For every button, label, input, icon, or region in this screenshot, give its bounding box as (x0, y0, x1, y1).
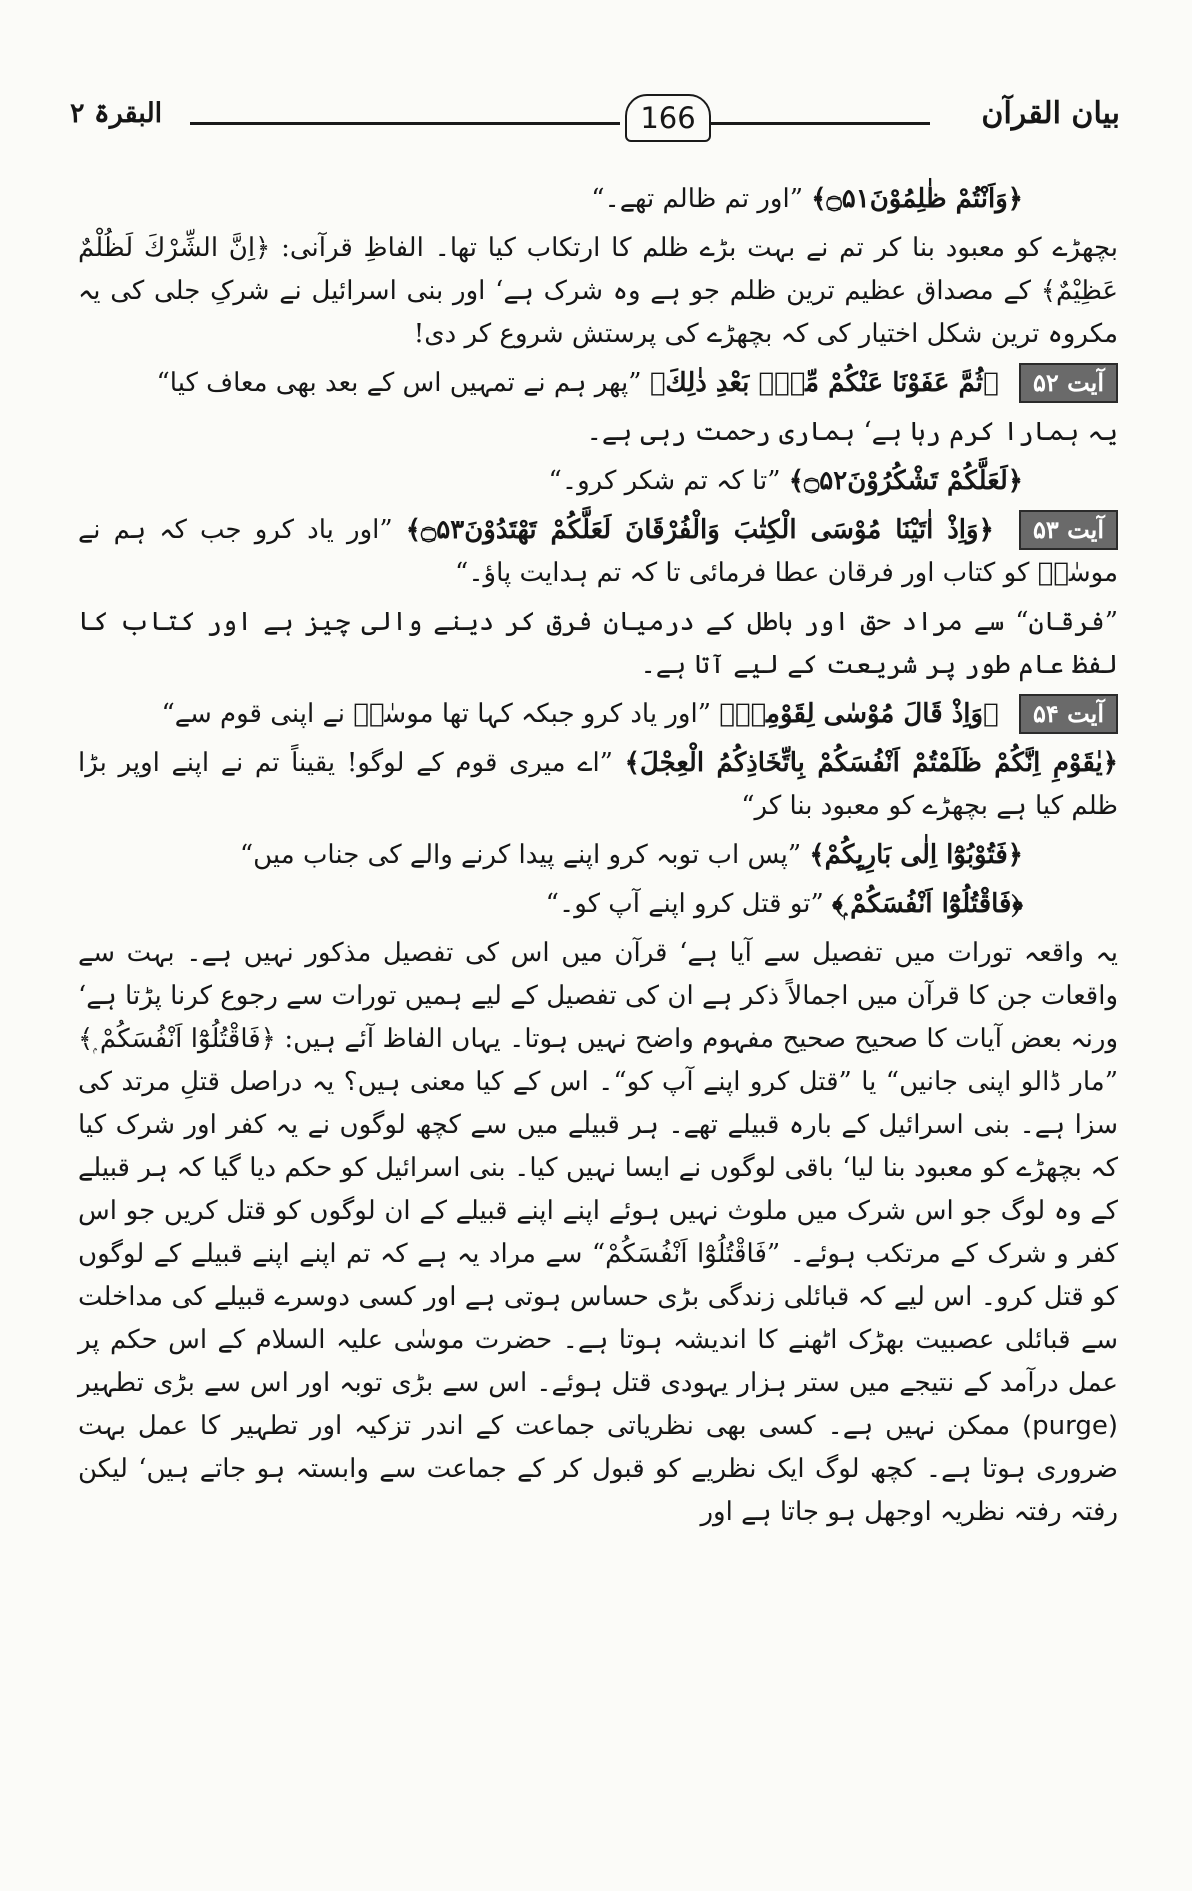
verse-52 (78, 460, 1118, 503)
header-rule-right (710, 122, 930, 125)
arabic-text: ﴿يٰقَوْمِ اِنَّكُمْ ظَلَمْتُمْ اَنْفُسَكُمْ بِاتِّخَاذِكُمُ الْعِجْلَ﴾ (624, 748, 1118, 778)
arabic-text: ﴿ثُمَّ عَفَوْنَا عَنْكُمْ مِّنْۢ بَعْدِ ذٰلِكَ﴾ (649, 368, 999, 398)
page-body (78, 172, 1118, 1534)
translation: ”اے میری قوم کے لوگو! یقیناً تم نے اپنے اوپر بڑا ظلم کیا ہے بچھڑے کو معبود بنا کر“ (78, 748, 1118, 821)
commentary-paragraph-long (78, 932, 1118, 1534)
verse-fatubu (78, 834, 1118, 877)
page-number: 166 (625, 94, 711, 142)
ayah-badge: آیت ۵۴ (1019, 694, 1118, 734)
translation: ”پس اب توبہ کرو اپنے پیدا کرنے والے کی جناب میں“ (239, 840, 802, 870)
translation: ”پھر ہم نے تمہیں اس کے بعد بھی معاف کیا“ (156, 368, 642, 398)
arabic-text: ﴿لَعَلَّكُمْ تَشْكُرُوْنَ۝۵۲﴾ (788, 466, 1023, 496)
translation: ”اور تم ظالم تھے۔“ (591, 184, 804, 214)
header-rule-left (190, 122, 620, 125)
ayah-53 (78, 509, 1118, 595)
arabic-text: ﴿وَاَنْتُمْ ظٰلِمُوْنَ۝۵۱﴾ (811, 184, 1023, 214)
commentary-text: یہ واقعہ تورات میں تفصیل سے آیا ہے‘ قرآن میں اس کی تفصیل مذکور نہیں ہے۔ بہت سے واقعات جن کا قرآن میں اجمالاً ذکر ہے ان کی تفصیل کے لیے ہمیں تورات سے رجوع کرنا پڑتا ہے‘ ورنہ بعض آیات کا صحیح صحیح مفہوم واضح نہیں ہوتا۔ یہاں الفاظ آئے ہیں: ﴿فَاقْتُلُوْٓا اَنْفُسَكُمْ ۭ﴾ ”مار ڈالو اپنی جانیں“ یا ”قتل کرو اپنے آپ کو“۔ اس کے کیا معنی ہیں؟ یہ دراصل قتلِ مرتد کی سزا ہے۔ بنی اسرائیل کے بارہ قبیلے تھے۔ ہر قبیلے میں سے کچھ لوگوں نے یہ کفر اور شرک کیا کہ بچھڑے کو معبود بنا لیا‘ باقی لوگوں نے ایسا نہیں کیا۔ بنی اسرائیل کو حکم دیا گیا کہ ہر قبیلے کے وہ لوگ جو اس شرک میں ملوث نہیں ہوئے اپنے اپنے قبیلے کے ان لوگوں کو قتل کریں جو اس کفر و شرک کے مرتکب ہوئے۔ ”فَاقْتُلُوْٓا اَنْفُسَكُمْ“ سے مراد یہ ہے کہ تم اپنے اپنے قبیلے کے لوگوں کو قتل کرو۔ اس لیے کہ قبائلی زندگی بڑی حساس ہوتی ہے اور کسی دوسرے قبیلے کی مداخلت سے قبائلی عصبیت بھڑک اٹھنے کا اندیشہ ہوتا ہے۔ حضرت موسٰی علیہ السلام کے اس حکم پر عمل درآمد کے نتیجے میں ستر ہزار یہودی قتل ہوئے۔ اس سے بڑی توبہ اور اس سے بڑی تطہیر (78, 938, 1118, 1398)
arabic-text: ﴿وَاِذْ قَالَ مُوْسٰى لِقَوْمِهٖ﴾ (719, 699, 999, 729)
commentary-paragraph: یہ ہمارا کرم رہا ہے‘ ہماری رحمت رہی ہے۔ (586, 417, 1118, 447)
arabic-text: ﴿فَاقْتُلُوْٓا اَنْفُسَكُمْ ۭ﴾ (832, 889, 1023, 919)
page-header (70, 92, 1120, 152)
translation: ”اور یاد کرو جب کہ ہم نے موسٰیؑ کو کتاب اور فرقان عطا فرمائی تا کہ تم ہدایت پاؤ۔“ (78, 515, 1118, 588)
surah-name: البقرۃ ۲ (70, 98, 163, 129)
arabic-text: ﴿فَتُوْبُوْٓا اِلٰى بَارِىِٕكُمْ﴾ (809, 840, 1023, 870)
ayah-badge: آیت ۵۲ (1019, 363, 1118, 403)
commentary-text-cont: ممکن نہیں ہے۔ کسی بھی نظریاتی جماعت کے اندر تزکیہ اور تطہیر کا عمل بہت ضروری ہوتا ہے۔ کچھ لوگ ایک نظریے کو قبول کر کے جماعت سے وابستہ ہو جاتے ہیں‘ لیکن رفتہ رفتہ نظریہ اوجھل ہو جاتا ہے اور (78, 1411, 1118, 1527)
commentary-paragraph: بچھڑے کو معبود بنا کر تم نے بہت بڑے ظلم کا ارتکاب کیا تھا۔ الفاظِ قرآنی: ﴿اِنَّ الشِّرْكَ لَظُلْمٌ عَظِيْمٌ﴾ کے مصداق عظیم ترین ظلم جو ہے وہ شرک ہے‘ اور بنی اسرائیل نے شرکِ جلی کی یہ مکروہ ترین شکل اختیار کی کہ بچھڑے کی پرستش شروع کر دی! (78, 233, 1118, 349)
ayah-54 (78, 693, 1118, 736)
latin-term: (purge) (1021, 1411, 1118, 1441)
verse-51 (78, 178, 1118, 221)
book-title: بیان القرآن (981, 96, 1120, 131)
arabic-text: ﴿وَاِذْ اٰتَيْنَا مُوْسَى الْكِتٰبَ وَالْفُرْقَانَ لَعَلَّكُمْ تَهْتَدُوْنَ۝۵۳﴾ (405, 515, 994, 545)
translation: ”تو قتل کرو اپنے آپ کو۔“ (545, 889, 824, 919)
translation: ”تا کہ تم شکر کرو۔“ (548, 466, 781, 496)
commentary-paragraph: ”فرقان“ سے مراد حق اور باطل کے درمیان فرق کر دینے والی چیز ہے اور کتاب کا لفظ عام طور پر شریعت کے لیے آتا ہے۔ (78, 607, 1118, 680)
verse-yaqawmi (78, 742, 1118, 828)
translation: ”اور یاد کرو جبکہ کہا تھا موسٰیؑ نے اپنی قوم سے“ (161, 699, 711, 729)
ayah-52 (78, 362, 1118, 405)
verse-faqtulu (78, 883, 1118, 926)
ayah-badge: آیت ۵۳ (1019, 510, 1118, 550)
